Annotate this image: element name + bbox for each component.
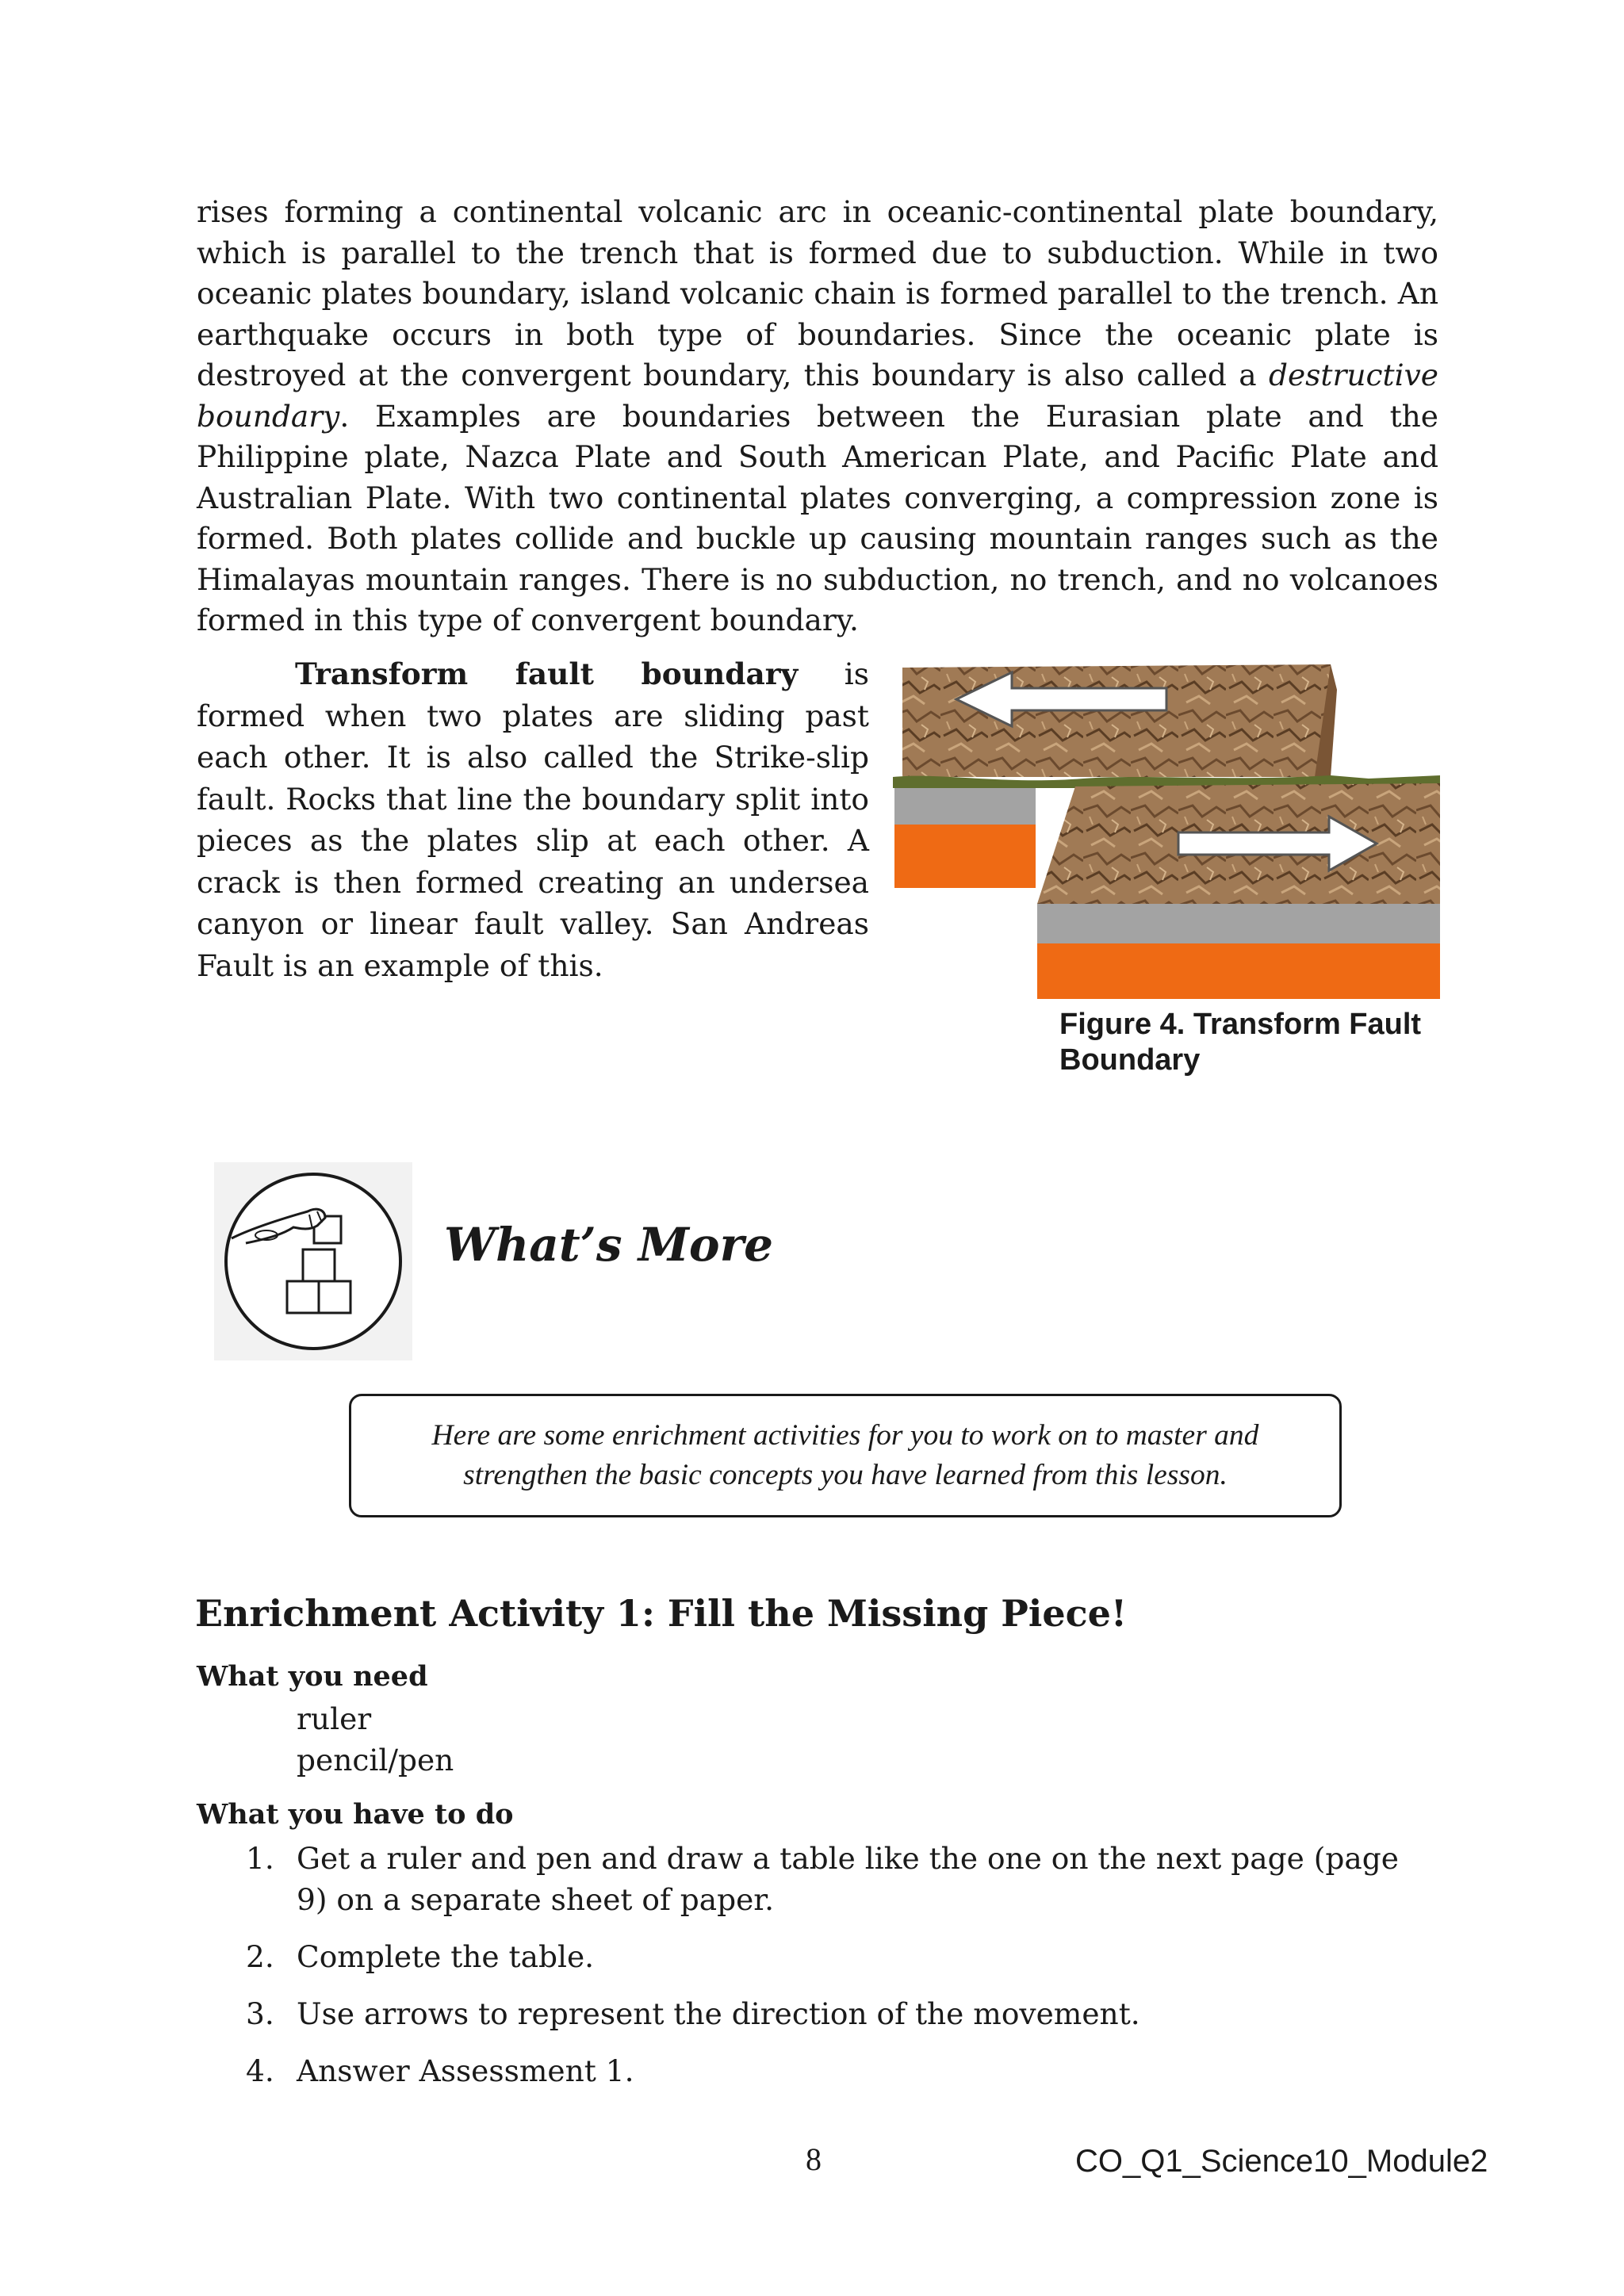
enrichment-note-text: Here are some enrichment activities for you to work on to master and strengthen the basic concepts you have learned from this lesson.: [431, 1419, 1259, 1491]
need-item-pencil-pen: pencil/pen: [297, 1743, 454, 1777]
body-paragraph-convergent: [197, 192, 1438, 641]
module-code: CO_Q1_Science10_Module2: [1075, 2144, 1488, 2179]
para2-bold-term: Transform fault boundary: [295, 656, 799, 691]
what-you-need-heading: What you need: [197, 1660, 428, 1693]
step-text: Use arrows to represent the direction of the movement.: [297, 1996, 1140, 2031]
front-block-mantle: [1037, 943, 1440, 999]
para1-text-b: . Examples are boundaries between the Eurasian plate and the Philippine plate, Nazca Plate and South American Plate, and Pacific Plate and Australian Plate. With two continental plates converging, a compression zone is formed. Both plates collide and buckle up causing mountain ranges such as the Himalayas mountain ranges. There is no subduction, no trench, and no volcanoes formed in this type of convergent boundary.: [197, 398, 1438, 637]
back-block-mantle: [894, 825, 1036, 888]
need-item-ruler: ruler: [297, 1701, 372, 1736]
activity-title: Enrichment Activity 1: Fill the Missing Piece!: [195, 1592, 1128, 1635]
step-number: 4.: [246, 2053, 274, 2088]
step-number: 1.: [246, 1841, 274, 1876]
whats-more-title: What’s More: [444, 1218, 774, 1272]
figure-caption: Figure 4. Transform Fault Boundary: [1059, 1008, 1422, 1077]
what-you-have-to-do-heading: What you have to do: [197, 1798, 514, 1831]
step-text: Answer Assessment 1.: [297, 2053, 634, 2088]
step-text: Get a ruler and pen and draw a table like the one on the next page (page 9) on a separate sheet of paper.: [297, 1841, 1399, 1917]
enrichment-note-box: [349, 1394, 1342, 1517]
step-number: 3.: [246, 1996, 274, 2031]
para1-emphasis: destructive boundary: [197, 358, 1438, 434]
hand-stacking-blocks-icon: [214, 1162, 412, 1360]
para1-text-a: rises forming a continental volcanic arc in oceanic-continental plate boundary, which is parallel to the trench that is formed due to subduction. While in two oceanic plates boundary, island volcanic chain is formed parallel to the trench. An earthquake occurs in both type of boundaries. Since the oceanic plate is destroyed at the convergent boundary, this boundary is also called a: [197, 194, 1438, 392]
body-paragraph-transform: [197, 653, 869, 986]
front-block-crust: [1037, 904, 1440, 943]
transform-fault-illustration: [893, 658, 1443, 999]
back-block-crust: [894, 785, 1036, 825]
step-text: Complete the table.: [297, 1939, 595, 1974]
para2-text: is formed when two plates are sliding past each other. It is also called the Strike-slip fault. Rocks that line the boundary split into pieces as the plates slip at each other. A crack is then formed creating an undersea canyon or linear fault valley. San Andreas Fault is an example of this.: [197, 656, 869, 983]
step-number: 2.: [246, 1939, 274, 1974]
page-number: 8: [806, 2141, 822, 2177]
back-block-top: [902, 664, 1331, 777]
